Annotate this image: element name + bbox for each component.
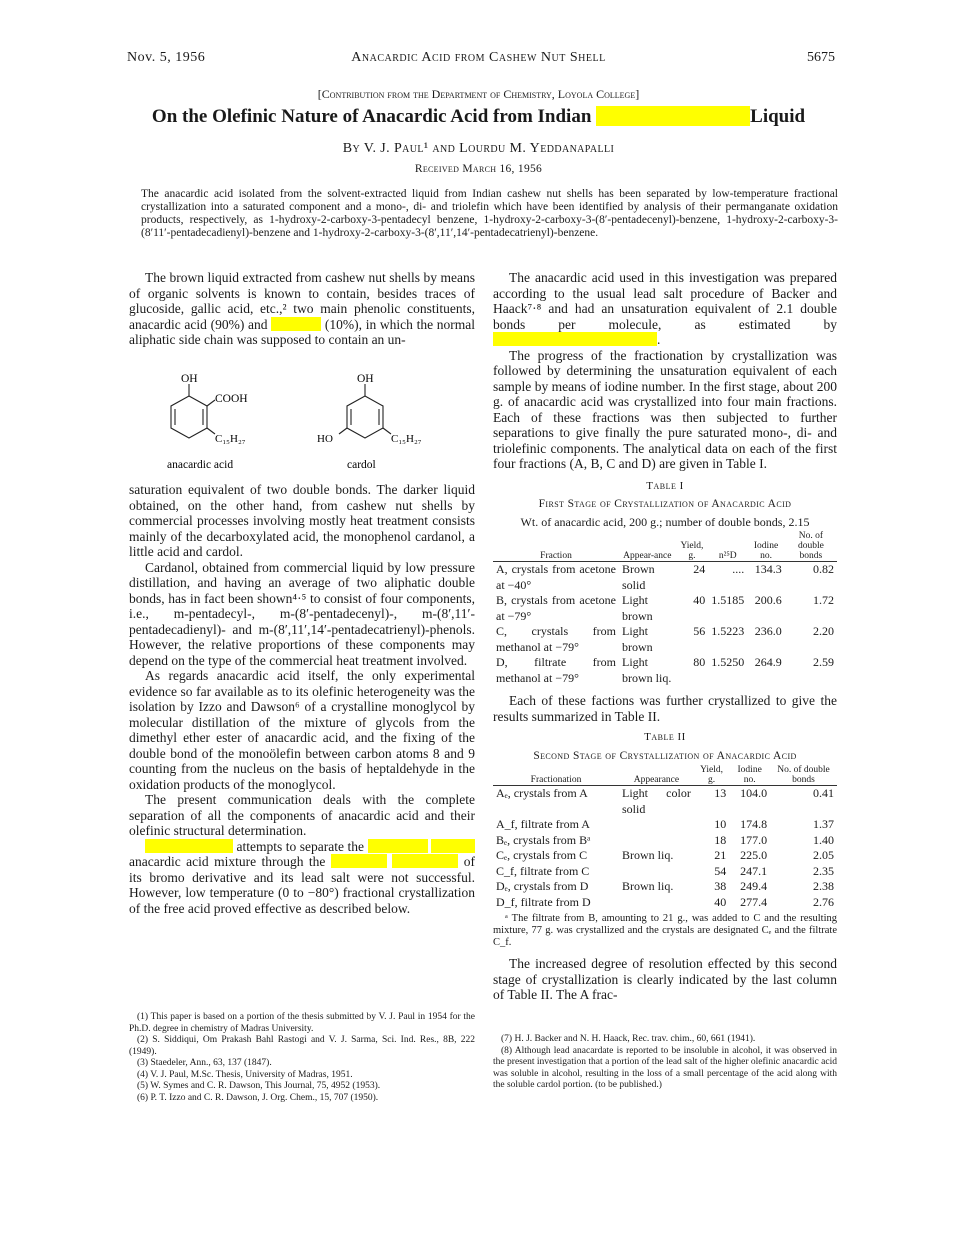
footnotes-left	[129, 1012, 475, 1104]
table-row	[493, 562, 837, 593]
table1-title: First Stage of Crystallization of Anacardic Acid	[538, 498, 792, 510]
table1-col-appearance: Appear-ance	[623, 551, 672, 561]
cardol-caption: cardol	[347, 459, 376, 471]
abstract: The anacardic acid isolated from the solvent-extracted liquid from Indian cashew nut shells has been separated by low-temperature fractional crystallization into a saturated component and a mono-, di- and triolefin which have been identified by analysis of their permanganate oxidation products, respectively, as 1-hydroxy-2-carboxy-3-pentadecyl benzene, 1-hydroxy-2-carboxy-3-(8′-pentadecenyl)-benzene, 1-hydroxy-2-carboxy-3-(8′11′-pentadecadienyl)-benzene and 1-hydroxy-2-carboxy-3-(8′,11′,14′-pentadecatrienyl)-benzene.	[141, 188, 838, 239]
footnote-3: (3) Staedeler, Ann., 63, 137 (1847).	[137, 1058, 272, 1068]
table2	[493, 765, 837, 910]
iodine-cell: 249.4	[740, 879, 768, 893]
table-row	[493, 895, 837, 911]
appearance-cell: Light brown liq.	[622, 655, 672, 685]
appearance-cell: Brown solid	[622, 562, 655, 592]
received-date: Received March 16, 1956	[414, 163, 543, 175]
title-redaction	[596, 106, 750, 126]
bonds-cell: 0.82	[813, 562, 834, 576]
table2-col-appearance: Appearance	[633, 775, 680, 785]
left-column-body	[129, 482, 475, 916]
chemical-structures	[129, 370, 475, 480]
intro-redaction	[271, 317, 321, 331]
iodine-cell: 134.3	[754, 562, 782, 576]
bonds-cell: 0.41	[813, 786, 834, 800]
table-row	[493, 833, 837, 849]
yield-cell: 40	[693, 593, 706, 607]
frac-cell: Dₑ, crystals from D	[496, 879, 589, 893]
title-suffix: Liquid	[750, 106, 806, 127]
table-row	[493, 879, 837, 895]
methods-text-a: attempts to separate the	[236, 838, 364, 854]
bonds-cell: 2.59	[813, 655, 834, 669]
yield-cell: 10	[714, 817, 727, 831]
bonds-cell: 1.40	[813, 832, 834, 847]
appearance-cell	[619, 817, 694, 833]
appearance-cell: Brown liq.	[622, 848, 674, 862]
frac-cell: Cₑ, crystals from C	[496, 848, 588, 862]
preparation-text: The anacardic acid used in this investigation was prepared according to the usual lead salt procedure of Backer and Haack⁷·⁸ and had an unsaturation equivalent of 2.1 double bonds per molecule, as estimated by	[493, 270, 837, 332]
intro-text-b: (10%), in which the normal aliphatic side chain was supposed to contain an un-	[129, 316, 476, 347]
appearance-cell	[619, 864, 694, 880]
methods-redaction-5	[392, 854, 458, 868]
frac-cell: C_f, filtrate from C	[496, 863, 590, 878]
paragraph-methods	[129, 839, 475, 917]
methods-redaction-2	[368, 839, 428, 853]
iodine-cell: 200.6	[754, 593, 782, 607]
anacardic-oh-label: OH	[181, 373, 198, 385]
title-prefix: On the Olefinic Nature of Anacardic Acid from Indian	[151, 106, 592, 127]
table-row	[493, 655, 837, 686]
cardol-structure	[339, 384, 391, 438]
table2-col-bonds: No. of double bonds	[777, 765, 830, 785]
table1-col-bonds: No. of double bonds	[797, 531, 824, 561]
intro-text-a: The brown liquid extracted from cashew nut shells by means of organic solvents is known to contain, besides traces of glucoside, gallic acid, etc.,² two main phenolic constituents, anacardic acid (90%) and	[129, 270, 475, 332]
yield-cell: 80	[693, 655, 706, 669]
refractive-cell: 1.5185	[711, 593, 745, 607]
table1-col-iodine: Iodine no.	[753, 541, 779, 561]
paragraph-continued: saturation equivalent of two double bonds. The darker liquid obtained, on the other hand, from cashew nut shells by commercial processes involving mostly heat treatment consists mainly of the decarboxylated acid, the monophenol cardanol, a little acid and cardol.	[129, 482, 475, 559]
appearance-cell: Light color solid	[622, 786, 691, 816]
yield-cell: 13	[714, 786, 727, 800]
anacardic-chain-label: C₁₅H₂₇	[215, 433, 246, 445]
running-header-date: Nov. 5, 1956	[127, 50, 206, 65]
table2-col-fractionation: Fractionation	[530, 775, 582, 785]
table1-col-yield: Yield, g.	[680, 541, 704, 561]
bonds-cell: 2.20	[813, 624, 834, 638]
left-column-intro	[129, 270, 475, 348]
table1-col-fraction: Fraction	[540, 551, 572, 561]
iodine-cell: 247.1	[740, 863, 768, 878]
frac-cell: Aₑ, crystals from A	[496, 786, 588, 800]
iodine-cell: 277.4	[740, 894, 768, 909]
paragraph-resolution: The increased degree of resolution effected by this second stage of crystallization is clearly indicated by the last column of Table II. The A frac-	[493, 956, 837, 1002]
paragraph-further: Each of these factions was further crystallized to give the results summarized in Table II.	[493, 693, 837, 724]
appearance-cell	[619, 833, 694, 849]
table2-title: Second Stage of Crystallization of Anacardic Acid	[533, 749, 797, 762]
yield-cell: 56	[693, 624, 706, 638]
refractive-cell: 1.5250	[711, 655, 745, 669]
bonds-cell: 2.76	[813, 894, 834, 909]
fraction-cell: D, filtrate from methanol at −79°	[496, 655, 616, 685]
bonds-cell: 1.72	[813, 593, 834, 607]
anacardic-acid-caption: anacardic acid	[167, 459, 234, 471]
bonds-cell: 2.05	[813, 848, 834, 862]
methods-redaction-3	[431, 839, 475, 853]
frac-cell: Bₑ, crystals from Bᵃ	[496, 832, 591, 847]
yield-cell: 21	[714, 848, 727, 862]
iodine-cell: 236.0	[754, 624, 782, 638]
cardol-ho-label: HO	[317, 433, 333, 445]
yield-cell: 40	[714, 894, 727, 909]
table1-subtitle: Wt. of anacardic acid, 200 g.; number of double bonds, 2.15	[520, 514, 810, 529]
iodine-cell: 104.0	[740, 786, 768, 800]
methods-text-c: of its bromo derivative and its lead salt were not successful. However, low temperature (0 to −80°) fractional crystallization of the free acid proved effective as described below.	[129, 854, 476, 916]
yield-cell: 24	[693, 562, 706, 576]
iodine-cell: 174.8	[740, 817, 768, 831]
methods-redaction-4	[331, 854, 387, 868]
appearance-cell	[619, 895, 694, 911]
frac-cell: D_f, filtrate from D	[496, 894, 591, 909]
footnote-1: (1) This paper is based on a portion of the thesis submitted by V. J. Paul in 1954 for the Ph.D. degree in chemistry of Madras University.	[129, 1012, 475, 1034]
yield-cell: 38	[714, 879, 727, 893]
contribution-line: [Contribution from the Department of Chemistry, Loyola College]	[317, 87, 640, 101]
fraction-cell: B, crystals from acetone at −79°	[496, 593, 616, 623]
table2-header-row	[493, 765, 837, 785]
frac-cell: A_f, filtrate from A	[496, 817, 590, 831]
footnotes-right	[493, 1034, 837, 1092]
bonds-cell: 2.38	[813, 879, 834, 893]
fraction-cell: A, crystals from acetone at −40°	[496, 562, 616, 592]
paragraph-present-work: The present communication deals with the complete separation of all the components of anacardic acid and their olefinic structural determination.	[129, 792, 475, 838]
table1-header-row	[493, 531, 837, 561]
right-column-body	[493, 270, 837, 1003]
footnote-6: (6) P. T. Izzo and C. R. Dawson, J. Org. Chem., 15, 707 (1950).	[137, 1092, 379, 1103]
appearance-cell: Light brown	[622, 593, 653, 623]
authors: By V. J. Paul¹ and Lourdu M. Yeddanapalli	[342, 141, 615, 156]
fraction-cell: C, crystals from methanol at −79°	[496, 624, 616, 654]
paragraph-cardanol: Cardanol, obtained from commercial liquid by low pressure distillation, and having an average of two aliphatic double bonds, has in fact been shown⁴·⁵ to consist of four components, i.e., m-pentadecyl-, m-(8′-pentadecenyl)-, m-(8′,11′-pentadecadienyl)- and m-(8′,11′,14′-pentadecatrienyl)-phenols. However, the relative proportions of these components may depend on the type of the commercial heat treatment involved.	[129, 559, 475, 668]
anacardic-acid-structure	[171, 384, 215, 438]
footnote-8: (8) Although lead anacardate is reported to be insoluble in alcohol, it was observed in the present investigation that a portion of the lead salt of the higher olefinic anacardic acid was soluble in alcohol, resulting in the loss of a small percentage of the acid along with the soluble cardol portion. (to be published.)	[493, 1045, 837, 1090]
paragraph-preparation: The anacardic acid used in this investigation was prepared according to the usual lead salt procedure of Backer and Haack⁷·⁸ and had an unsaturation equivalent of 2.1 double bonds per molecule, as estimated by .	[493, 270, 837, 347]
table2-col-iodine: Iodine no.	[737, 765, 762, 785]
yield-cell: 54	[714, 863, 727, 878]
footnote-2: (2) S. Siddiqui, Om Prakash Bahl Rastogi and V. J. Sarma, Sci. Ind. Res., 8B, 222 (1949).	[129, 1035, 475, 1057]
footnote-4: (4) V. J. Paul, M.Sc. Thesis, University of Madras, 1951.	[137, 1069, 353, 1080]
footnote-5: (5) W. Symes and C. R. Dawson, This Journal, 75, 4952 (1953).	[137, 1081, 381, 1091]
table2-footnote: ᵃ The filtrate from B, amounting to 21 g., was added to C and the resulting mixture, 77 g. was crystallized and the crystals are designated Cₑ and the filtrate C_f.	[493, 913, 837, 948]
table1-label: Table I	[646, 479, 684, 492]
anacardic-cooh-label: COOH	[215, 393, 248, 405]
methods-text-b: anacardic acid mixture through the	[129, 854, 326, 869]
cardol-oh-label: OH	[357, 373, 374, 385]
table2-label: Table II	[644, 731, 686, 743]
footnote-7: (7) H. J. Backer and N. H. Haack, Rec. trav. chim., 60, 661 (1941).	[501, 1034, 756, 1044]
cardol-chain-label: C₁₅H₂₇	[391, 433, 422, 445]
article-title	[0, 106, 957, 128]
refractive-cell: ....	[732, 562, 745, 576]
iodine-cell: 264.9	[754, 655, 782, 669]
table-row	[493, 848, 837, 864]
appearance-cell: Light brown	[622, 624, 653, 654]
table1	[493, 531, 837, 686]
refractive-cell: 1.5223	[711, 624, 745, 638]
paragraph-progress: The progress of the fractionation by crystallization was followed by determining the unsaturation equivalent of each sample by means of iodine number. In the first stage, about 200 g. of anacardic acid was crystallized into four main fractions. Each of these fractions was then subjected to further separations to give finally the pure saturated mono-, di- and triolefinic components. The analytical data on each of the first four fractions (A, B, C and D) are given in Table I.	[493, 347, 837, 471]
page-number: 5675	[807, 50, 835, 65]
running-header-title: Anacardic Acid from Cashew Nut Shell	[351, 50, 606, 65]
paragraph-anacardic: As regards anacardic acid itself, the only experimental evidence so far available as to its olefinic heterogeneity was the isolation by Izzo and Dawson⁶ of a crystalline monoglycol by molecular distillation of the mixture of glycols from the dimethyl ether ester of anacardic acid, and the fixing of the double bond of the monoölefin between carbon atoms 8 and 9 counting from the nucleus on the basis of heptaldehyde in the oxidation products of the monoglycol.	[129, 668, 475, 792]
table-row	[493, 786, 837, 817]
table1-col-refractive: n²⁵D	[718, 551, 737, 561]
table-row	[493, 624, 837, 655]
table-row	[493, 864, 837, 880]
table2-col-yield: Yield, g.	[700, 765, 724, 785]
bonds-cell: 1.37	[813, 817, 834, 831]
appearance-cell: Brown liq.	[622, 879, 674, 893]
methods-redaction-1	[145, 839, 233, 853]
preparation-redaction	[493, 332, 657, 346]
bonds-cell: 2.35	[813, 863, 834, 878]
iodine-cell: 177.0	[740, 832, 768, 847]
yield-cell: 18	[714, 832, 727, 847]
table-row	[493, 817, 837, 833]
intro-paragraph	[129, 270, 475, 348]
table-row	[493, 593, 837, 624]
iodine-cell: 225.0	[740, 848, 768, 862]
